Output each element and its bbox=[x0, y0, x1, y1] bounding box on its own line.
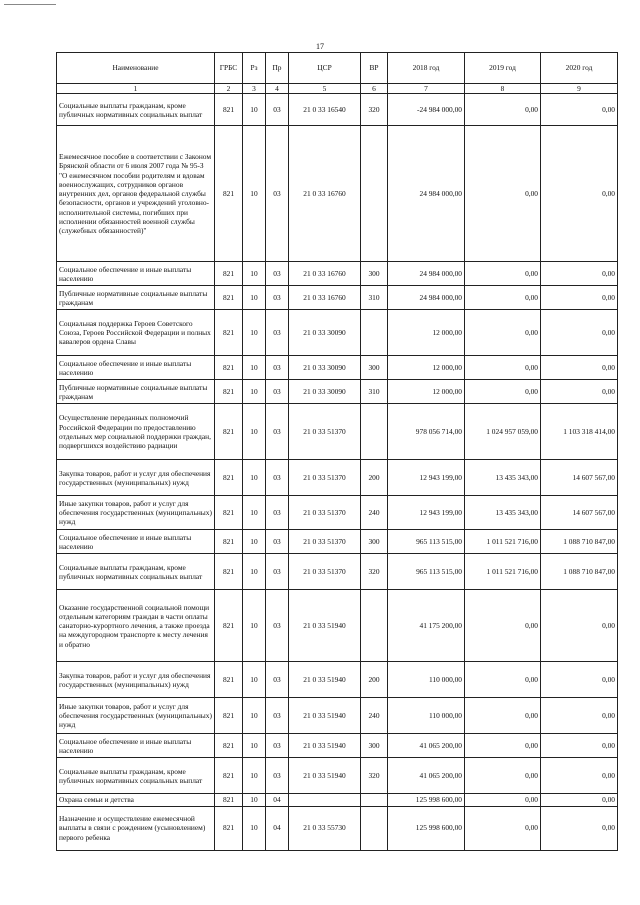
row-vr bbox=[361, 310, 388, 356]
row-grbs: 821 bbox=[215, 404, 243, 460]
row-amount-2018: 24 984 000,00 bbox=[388, 262, 465, 286]
row-amount-2018: 12 943 199,00 bbox=[388, 496, 465, 530]
row-rz: 10 bbox=[243, 404, 266, 460]
row-amount-2019: 1 011 521 716,00 bbox=[465, 554, 541, 590]
row-grbs: 821 bbox=[215, 662, 243, 698]
row-vr: 310 bbox=[361, 286, 388, 310]
table-row bbox=[57, 380, 618, 404]
row-amount-2018: 125 998 600,00 bbox=[388, 806, 465, 850]
col-index: 8 bbox=[465, 84, 541, 94]
row-amount-2018: -24 984 000,00 bbox=[388, 94, 465, 126]
row-pr: 03 bbox=[266, 404, 289, 460]
row-vr: 320 bbox=[361, 758, 388, 794]
table-row bbox=[57, 698, 618, 734]
row-pr: 03 bbox=[266, 286, 289, 310]
row-amount-2019: 1 024 957 059,00 bbox=[465, 404, 541, 460]
row-amount-2019: 0,00 bbox=[465, 262, 541, 286]
row-vr: 300 bbox=[361, 530, 388, 554]
row-name: Назначение и осуществление ежемесячной выплаты в связи с рождением (усыновлением) первого ребенка bbox=[57, 806, 215, 850]
row-amount-2018: 12 943 199,00 bbox=[388, 460, 465, 496]
row-grbs: 821 bbox=[215, 356, 243, 380]
col-index: 9 bbox=[541, 84, 618, 94]
row-csr: 21 0 33 16760 bbox=[289, 286, 361, 310]
row-rz: 10 bbox=[243, 734, 266, 758]
col-header-pr: Пр bbox=[266, 53, 289, 84]
row-rz: 10 bbox=[243, 126, 266, 262]
row-pr: 03 bbox=[266, 380, 289, 404]
row-pr: 03 bbox=[266, 698, 289, 734]
row-amount-2018: 24 984 000,00 bbox=[388, 286, 465, 310]
col-header-csr: ЦСР bbox=[289, 53, 361, 84]
row-amount-2020: 0,00 bbox=[541, 794, 618, 806]
row-grbs: 821 bbox=[215, 286, 243, 310]
row-amount-2018: 41 065 200,00 bbox=[388, 758, 465, 794]
table-row bbox=[57, 94, 618, 126]
row-amount-2018: 41 175 200,00 bbox=[388, 590, 465, 662]
row-csr: 21 0 33 51370 bbox=[289, 460, 361, 496]
row-grbs: 821 bbox=[215, 126, 243, 262]
row-csr bbox=[289, 794, 361, 806]
row-csr: 21 0 33 51940 bbox=[289, 662, 361, 698]
row-amount-2018: 978 056 714,00 bbox=[388, 404, 465, 460]
row-amount-2019: 0,00 bbox=[465, 698, 541, 734]
row-rz: 10 bbox=[243, 310, 266, 356]
row-name: Социальная поддержка Героев Советского Союза, Героев Российской Федерации и полных кавалеров ордена Славы bbox=[57, 310, 215, 356]
row-rz: 10 bbox=[243, 286, 266, 310]
row-vr: 320 bbox=[361, 554, 388, 590]
row-vr bbox=[361, 806, 388, 850]
row-name: Социальное обеспечение и иные выплаты населению bbox=[57, 262, 215, 286]
row-csr: 21 0 33 30090 bbox=[289, 356, 361, 380]
col-header-2018: 2018 год bbox=[388, 53, 465, 84]
row-amount-2019: 13 435 343,00 bbox=[465, 460, 541, 496]
row-pr: 03 bbox=[266, 310, 289, 356]
page-number: 17 bbox=[316, 42, 324, 51]
row-rz: 10 bbox=[243, 806, 266, 850]
row-amount-2019: 0,00 bbox=[465, 310, 541, 356]
row-amount-2020: 0,00 bbox=[541, 310, 618, 356]
row-pr: 03 bbox=[266, 460, 289, 496]
col-header-name: Наименование bbox=[57, 53, 215, 84]
table-row bbox=[57, 794, 618, 806]
row-rz: 10 bbox=[243, 460, 266, 496]
row-amount-2019: 1 011 521 716,00 bbox=[465, 530, 541, 554]
row-amount-2020: 0,00 bbox=[541, 380, 618, 404]
col-header-vr: ВР bbox=[361, 53, 388, 84]
row-amount-2019: 13 435 343,00 bbox=[465, 496, 541, 530]
row-amount-2019: 0,00 bbox=[465, 94, 541, 126]
col-index: 6 bbox=[361, 84, 388, 94]
row-amount-2018: 12 000,00 bbox=[388, 380, 465, 404]
row-amount-2020: 0,00 bbox=[541, 806, 618, 850]
row-csr: 21 0 33 51370 bbox=[289, 496, 361, 530]
row-grbs: 821 bbox=[215, 734, 243, 758]
row-amount-2020: 0,00 bbox=[541, 94, 618, 126]
row-amount-2019: 0,00 bbox=[465, 126, 541, 262]
row-csr: 21 0 33 51940 bbox=[289, 590, 361, 662]
row-grbs: 821 bbox=[215, 380, 243, 404]
row-rz: 10 bbox=[243, 794, 266, 806]
table-row bbox=[57, 496, 618, 530]
col-header-2019: 2019 год bbox=[465, 53, 541, 84]
row-grbs: 821 bbox=[215, 590, 243, 662]
row-vr: 300 bbox=[361, 262, 388, 286]
table-row bbox=[57, 404, 618, 460]
row-amount-2020: 0,00 bbox=[541, 356, 618, 380]
table-row bbox=[57, 734, 618, 758]
row-csr: 21 0 33 51940 bbox=[289, 758, 361, 794]
row-amount-2020: 0,00 bbox=[541, 286, 618, 310]
row-name: Социальное обеспечение и иные выплаты населению bbox=[57, 356, 215, 380]
row-amount-2020: 0,00 bbox=[541, 758, 618, 794]
row-amount-2019: 0,00 bbox=[465, 734, 541, 758]
table-row bbox=[57, 662, 618, 698]
table-row bbox=[57, 806, 618, 850]
row-amount-2018: 24 984 000,00 bbox=[388, 126, 465, 262]
row-pr: 03 bbox=[266, 590, 289, 662]
row-name: Социальное обеспечение и иные выплаты населению bbox=[57, 734, 215, 758]
table-header-row bbox=[57, 53, 618, 84]
row-name: Оказание государственной социальной помощи отдельным категориям граждан в части оплаты санаторно-курортного лечения, а также проезда на междугородном транспорте к месту лечения и обратно bbox=[57, 590, 215, 662]
row-csr: 21 0 33 51370 bbox=[289, 530, 361, 554]
row-pr: 03 bbox=[266, 662, 289, 698]
row-amount-2020: 0,00 bbox=[541, 262, 618, 286]
row-amount-2020: 0,00 bbox=[541, 698, 618, 734]
row-name: Закупка товаров, работ и услуг для обеспечения государственных (муниципальных) нужд bbox=[57, 662, 215, 698]
row-pr: 03 bbox=[266, 94, 289, 126]
row-vr bbox=[361, 794, 388, 806]
row-name: Социальные выплаты гражданам, кроме публичных нормативных социальных выплат bbox=[57, 94, 215, 126]
row-grbs: 821 bbox=[215, 94, 243, 126]
row-pr: 03 bbox=[266, 126, 289, 262]
row-amount-2018: 110 000,00 bbox=[388, 698, 465, 734]
row-name: Социальные выплаты гражданам, кроме публичных нормативных социальных выплат bbox=[57, 554, 215, 590]
table-row bbox=[57, 590, 618, 662]
table-row bbox=[57, 126, 618, 262]
col-header-rz: Рз bbox=[243, 53, 266, 84]
row-grbs: 821 bbox=[215, 530, 243, 554]
row-vr: 240 bbox=[361, 496, 388, 530]
row-rz: 10 bbox=[243, 698, 266, 734]
row-amount-2020: 0,00 bbox=[541, 734, 618, 758]
row-vr bbox=[361, 404, 388, 460]
row-name: Ежемесячное пособие в соответствии с Законом Брянской области от 6 июля 2007 года № 95-З "О ежемесячном пособии родителям и вдовам военнослужащих, сотрудников органов внутренних дел, органов федеральной службы безопасности, органов и учреждений уголовно-исполнительной системы, погибших при исполнении обязанностей военной службы (служебных обязанностей)" bbox=[57, 126, 215, 262]
row-amount-2018: 12 000,00 bbox=[388, 310, 465, 356]
row-rz: 10 bbox=[243, 262, 266, 286]
table-row bbox=[57, 530, 618, 554]
row-pr: 03 bbox=[266, 356, 289, 380]
row-name: Социальное обеспечение и иные выплаты населению bbox=[57, 530, 215, 554]
table-body bbox=[57, 94, 618, 850]
row-pr: 03 bbox=[266, 758, 289, 794]
col-index: 3 bbox=[243, 84, 266, 94]
table-row bbox=[57, 758, 618, 794]
table-row bbox=[57, 554, 618, 590]
table-row bbox=[57, 262, 618, 286]
row-amount-2019: 0,00 bbox=[465, 590, 541, 662]
row-amount-2018: 41 065 200,00 bbox=[388, 734, 465, 758]
row-rz: 10 bbox=[243, 356, 266, 380]
row-amount-2020: 0,00 bbox=[541, 662, 618, 698]
table-row bbox=[57, 460, 618, 496]
row-rz: 10 bbox=[243, 94, 266, 126]
row-name: Публичные нормативные социальные выплаты гражданам bbox=[57, 286, 215, 310]
row-vr: 300 bbox=[361, 356, 388, 380]
row-vr: 320 bbox=[361, 94, 388, 126]
row-amount-2019: 0,00 bbox=[465, 794, 541, 806]
row-pr: 03 bbox=[266, 530, 289, 554]
row-name: Иные закупки товаров, работ и услуг для обеспечения государственных (муниципальных) нужд bbox=[57, 698, 215, 734]
col-index: 5 bbox=[289, 84, 361, 94]
row-pr: 04 bbox=[266, 806, 289, 850]
row-csr: 21 0 33 16760 bbox=[289, 262, 361, 286]
row-rz: 10 bbox=[243, 590, 266, 662]
row-name: Социальные выплаты гражданам, кроме публичных нормативных социальных выплат bbox=[57, 758, 215, 794]
row-amount-2020: 0,00 bbox=[541, 590, 618, 662]
table-row bbox=[57, 356, 618, 380]
row-rz: 10 bbox=[243, 530, 266, 554]
row-vr: 310 bbox=[361, 380, 388, 404]
row-name: Осуществление переданных полномочий Российской Федерации по предоставлению отдельных мер социальной поддержки граждан, подвергшихся воздействию радиации bbox=[57, 404, 215, 460]
col-index: 4 bbox=[266, 84, 289, 94]
row-amount-2020: 1 088 710 847,00 bbox=[541, 530, 618, 554]
row-name: Публичные нормативные социальные выплаты гражданам bbox=[57, 380, 215, 404]
row-rz: 10 bbox=[243, 662, 266, 698]
row-grbs: 821 bbox=[215, 460, 243, 496]
row-pr: 04 bbox=[266, 794, 289, 806]
column-index-row bbox=[57, 84, 618, 94]
row-csr: 21 0 33 16760 bbox=[289, 126, 361, 262]
row-grbs: 821 bbox=[215, 310, 243, 356]
row-amount-2019: 0,00 bbox=[465, 758, 541, 794]
row-amount-2018: 110 000,00 bbox=[388, 662, 465, 698]
row-amount-2018: 12 000,00 bbox=[388, 356, 465, 380]
row-amount-2019: 0,00 bbox=[465, 286, 541, 310]
row-amount-2019: 0,00 bbox=[465, 356, 541, 380]
row-amount-2020: 14 607 567,00 bbox=[541, 496, 618, 530]
col-index: 2 bbox=[215, 84, 243, 94]
row-amount-2019: 0,00 bbox=[465, 806, 541, 850]
table-row bbox=[57, 310, 618, 356]
budget-table bbox=[56, 52, 618, 851]
row-pr: 03 bbox=[266, 554, 289, 590]
row-amount-2018: 965 113 515,00 bbox=[388, 530, 465, 554]
row-grbs: 821 bbox=[215, 262, 243, 286]
scan-corner-mark bbox=[4, 4, 56, 7]
row-csr: 21 0 33 51370 bbox=[289, 554, 361, 590]
row-grbs: 821 bbox=[215, 496, 243, 530]
row-grbs: 821 bbox=[215, 698, 243, 734]
row-pr: 03 bbox=[266, 734, 289, 758]
row-csr: 21 0 33 30090 bbox=[289, 310, 361, 356]
row-pr: 03 bbox=[266, 262, 289, 286]
table-row bbox=[57, 286, 618, 310]
col-index: 7 bbox=[388, 84, 465, 94]
row-csr: 21 0 33 16540 bbox=[289, 94, 361, 126]
row-amount-2019: 0,00 bbox=[465, 662, 541, 698]
row-vr: 200 bbox=[361, 662, 388, 698]
row-grbs: 821 bbox=[215, 554, 243, 590]
row-csr: 21 0 33 55730 bbox=[289, 806, 361, 850]
col-header-grbs: ГРБС bbox=[215, 53, 243, 84]
row-rz: 10 bbox=[243, 554, 266, 590]
col-index: 1 bbox=[57, 84, 215, 94]
row-grbs: 821 bbox=[215, 806, 243, 850]
row-vr bbox=[361, 590, 388, 662]
row-vr: 200 bbox=[361, 460, 388, 496]
row-vr: 240 bbox=[361, 698, 388, 734]
row-amount-2020: 1 088 710 847,00 bbox=[541, 554, 618, 590]
row-grbs: 821 bbox=[215, 758, 243, 794]
row-name: Закупка товаров, работ и услуг для обеспечения государственных (муниципальных) нужд bbox=[57, 460, 215, 496]
row-csr: 21 0 33 51940 bbox=[289, 698, 361, 734]
row-vr: 300 bbox=[361, 734, 388, 758]
row-amount-2020: 1 103 318 414,00 bbox=[541, 404, 618, 460]
row-amount-2020: 0,00 bbox=[541, 126, 618, 262]
row-csr: 21 0 33 51370 bbox=[289, 404, 361, 460]
row-amount-2018: 125 998 600,00 bbox=[388, 794, 465, 806]
row-rz: 10 bbox=[243, 380, 266, 404]
row-amount-2019: 0,00 bbox=[465, 380, 541, 404]
row-rz: 10 bbox=[243, 496, 266, 530]
row-csr: 21 0 33 51940 bbox=[289, 734, 361, 758]
row-pr: 03 bbox=[266, 496, 289, 530]
row-amount-2018: 965 113 515,00 bbox=[388, 554, 465, 590]
row-amount-2020: 14 607 567,00 bbox=[541, 460, 618, 496]
row-vr bbox=[361, 126, 388, 262]
row-csr: 21 0 33 30090 bbox=[289, 380, 361, 404]
col-header-2020: 2020 год bbox=[541, 53, 618, 84]
row-grbs: 821 bbox=[215, 794, 243, 806]
row-name: Охрана семьи и детства bbox=[57, 794, 215, 806]
row-rz: 10 bbox=[243, 758, 266, 794]
row-name: Иные закупки товаров, работ и услуг для обеспечения государственных (муниципальных) нужд bbox=[57, 496, 215, 530]
